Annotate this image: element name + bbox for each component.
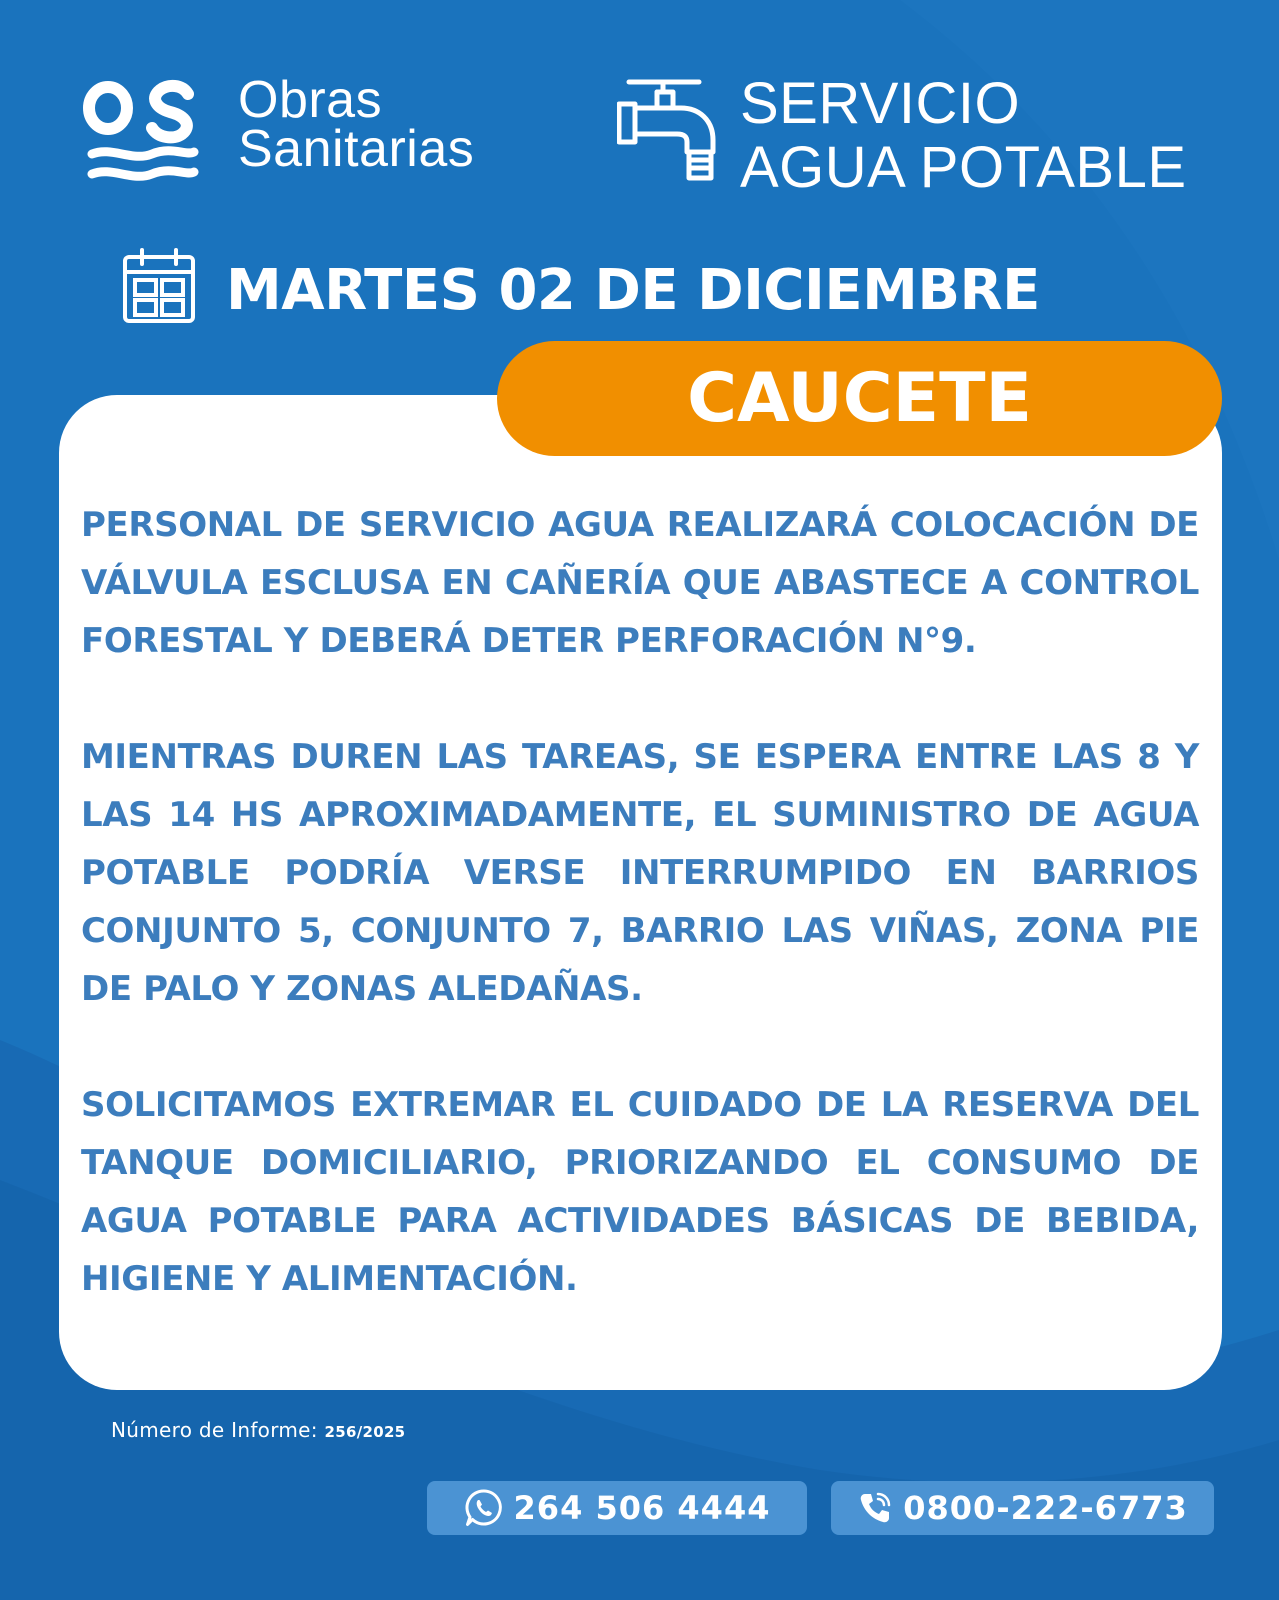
whatsapp-number: 264 506 4444 — [513, 1489, 771, 1527]
brand-line-2: Sanitarias — [238, 120, 475, 178]
announcement-date: MARTES 02 DE DICIEMBRE — [226, 258, 1040, 323]
service-title-line-2: AGUA POTABLE — [740, 135, 1187, 200]
notice-paragraph-1: PERSONAL DE SERVICIO AGUA REALIZARÁ COLOCACIÓN DE VÁLVULA ESCLUSA EN CAÑERÍA QUE ABASTECE A CONTROL FORESTAL Y DEBERÁ DETER PERFORACIÓN N°9. — [81, 505, 1199, 661]
report-number — [111, 1418, 405, 1442]
brand-name — [238, 71, 475, 178]
faucet-icon — [617, 78, 723, 188]
notice-body — [81, 496, 1199, 1366]
whatsapp-contact-button[interactable] — [427, 1481, 807, 1535]
phone-number: 0800-222-6773 — [903, 1489, 1188, 1527]
whatsapp-icon — [464, 1488, 504, 1528]
location-label: CAUCETE — [687, 359, 1032, 438]
report-value: 256/2025 — [324, 1423, 406, 1441]
phone-icon — [857, 1490, 893, 1526]
service-title — [740, 72, 1187, 200]
obras-sanitarias-logo — [82, 72, 202, 190]
notice-paragraph-3: SOLICITAMOS EXTREMAR EL CUIDADO DE LA RESERVA DEL TANQUE DOMICILIARIO, PRIORIZANDO EL CONSUMO DE AGUA POTABLE PARA ACTIVIDADES BÁSICAS DE BEBIDA, HIGIENE Y ALIMENTACIÓN. — [81, 1085, 1199, 1299]
phone-contact-button[interactable] — [831, 1481, 1214, 1535]
report-label: Número de Informe: — [111, 1418, 318, 1442]
service-title-line-1: SERVICIO — [740, 71, 1021, 136]
notice-paragraph-2: MIENTRAS DUREN LAS TAREAS, SE ESPERA ENTRE LAS 8 Y LAS 14 HS APROXIMADAMENTE, EL SUMINISTRO DE AGUA POTABLE PODRÍA VERSE INTERRUMPIDO EN BARRIOS CONJUNTO 5, CONJUNTO 7, BARRIO LAS VIÑAS, ZONA PIE DE PALO Y ZONAS ALEDAÑAS. — [81, 737, 1199, 1009]
calendar-icon — [122, 248, 196, 324]
brand-line-1: Obras — [238, 71, 383, 129]
location-tag — [497, 341, 1222, 456]
